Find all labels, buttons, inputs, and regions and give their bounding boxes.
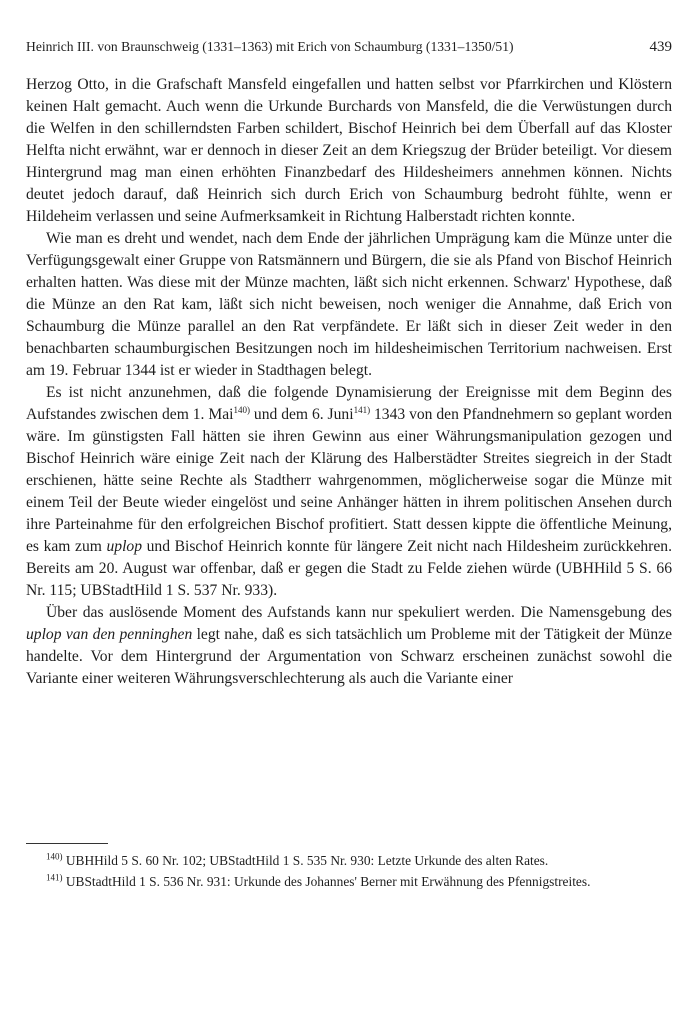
- footnote-divider: [26, 843, 108, 844]
- footnote-ref-141[interactable]: 141): [353, 404, 371, 415]
- paragraph-3: [26, 382, 672, 602]
- term-uplop-van-den-penninghen: uplop van den penninghen: [26, 626, 193, 643]
- page-number: 439: [649, 39, 672, 55]
- body-text: [26, 74, 672, 690]
- paragraph-2: Wie man es dreht und wendet, nach dem Ende der jährlichen Umprägung kam die Münze unter die Verfügungsgewalt einer Gruppe von Ratsmännern und Bürgern, die sie als Pfand von Bischof Heinrich erhalten hatten. Was diese mit der Münze machten, läßt sich nicht erkennen. Schwarz' Hypothese, daß die Münze an den Rat kam, läßt sich nicht beweisen, noch weniger die Annahme, daß Erich von Schaumburg die Münze parallel an den Rat verpfändete. Er läßt sich in dieser Zeit weder in den benachbarten schaumburgischen Besitzungen noch im hildesheimischen Territorium nachweisen. Erst am 19. Februar 1344 ist er wieder in Stadthagen belegt.: [26, 230, 672, 379]
- footnote-141: [26, 872, 672, 891]
- paragraph-3-text: Es ist nicht anzunehmen, daß die folgende Dynamisierung der Ereignisse mit dem Beginn des Aufstandes zwischen dem 1. Mai: [26, 384, 672, 423]
- footnote-140: [26, 851, 672, 870]
- footnotes: [26, 851, 672, 893]
- paragraph-4-text: legt nahe, daß es sich tatsächlich um Probleme mit der Tätigkeit der Münze handelte. Vor dem Hintergrund der Argumentation von Schwarz erscheinen zunächst sowohl die Variante einer weiteren Währungsverschlechterung als auch die Variante einer: [26, 626, 672, 687]
- paragraph-3-text: und Bischof Heinrich konnte für längere Zeit nicht nach Hildesheim zurückkehren. Bereits am 20. August war offenbar, daß er gegen die Stadt zu Felde ziehen würde (UBHHild 5 S. 66 Nr. 115; UBStadtHild 1 S. 537 Nr. 933).: [26, 538, 672, 599]
- footnote-text: UBHHild 5 S. 60 Nr. 102; UBStadtHild 1 S. 535 Nr. 930: Letzte Urkunde des alten Rates.: [62, 853, 549, 868]
- footnote-ref-140[interactable]: 140): [233, 404, 250, 415]
- running-head-title: Heinrich III. von Braunschweig (1331–1363) mit Erich von Schaumburg (1331–1350/51): [26, 39, 514, 54]
- footnote-number: 140): [46, 851, 63, 862]
- paragraph-1: Herzog Otto, in die Grafschaft Mansfeld eingefallen und hatten selbst vor Pfarrkirchen und Klöstern keinen Halt gemacht. Auch wenn die Urkunde Burchards von Mansfeld, die die Verwüstungen durch die Welfen in den schillerndsten Farben schildert, Bischof Heinrich bei dem Überfall auf das Kloster Helfta nicht erwähnt, war er dennoch in dieser Zeit an dem Kriegszug der Brüder beteiligt. Vor diesem Hintergrund mag man einen erhöhten Finanzbedarf des Hildesheimers annehmen können. Nichts deutet jedoch darauf, daß Heinrich sich durch Erich von Schaumburg bedroht fühlte, wenn er Hildeheim verlassen und seine Aufmerksamkeit in Richtung Halberstadt richten konnte.: [26, 76, 672, 225]
- paragraph-4-text: Über das auslösende Moment des Aufstands kann nur spekuliert werden. Die Namensgebung des: [46, 604, 672, 621]
- footnote-number: 141): [46, 872, 63, 883]
- footnote-text: UBStadtHild 1 S. 536 Nr. 931: Urkunde des Johannes' Berner mit Erwähnung des Pfennigstreites.: [62, 874, 591, 889]
- paragraph-3-text: 1343 von den Pfandnehmern so geplant worden wäre. Im günstigsten Fall hätten sie ihren Gewinn aus einer Währungsmanipulation gezogen und Bischof Heinrich wäre einige Zeit nach der Klärung des Halberstädter Streites siegreich in der Stadt erschienen, hätte seine Rechte als Stadtherr wahrgenommen, möglicherweise sogar die Münze mit einem Teil der Beute wieder eingelöst und seine Anhänger hätten in ihrem politischen Ansehen durch ihre Parteinahme für den erfolgreichen Bischof profitiert. Statt dessen kippte die öffentliche Meinung, es kam zum: [26, 406, 672, 555]
- paragraph-4: [26, 602, 672, 690]
- term-uplop: uplop: [106, 538, 143, 555]
- paragraph-3-text: und dem 6. Juni: [249, 406, 354, 423]
